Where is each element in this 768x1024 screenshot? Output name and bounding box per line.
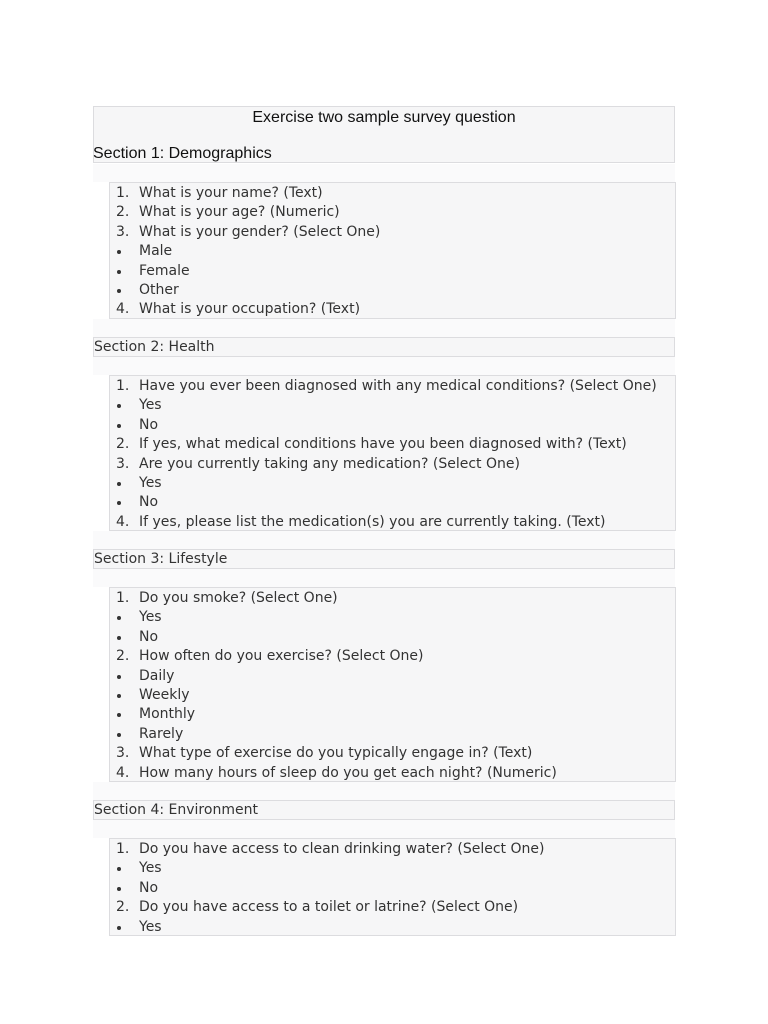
question-list-health bbox=[109, 375, 676, 531]
answer-option bbox=[110, 281, 675, 300]
bullet-icon bbox=[117, 636, 121, 640]
list-number: 1. bbox=[116, 378, 130, 394]
question-text: What is your name? (Text) bbox=[139, 185, 323, 201]
section-heading-demographics: Section 1: Demographics bbox=[93, 145, 272, 162]
answer-option bbox=[110, 859, 675, 878]
answer-option bbox=[110, 725, 675, 744]
bullet-icon bbox=[117, 713, 121, 717]
option-text: Female bbox=[139, 262, 190, 279]
question-item bbox=[110, 435, 675, 454]
list-number: 3. bbox=[116, 745, 130, 762]
answer-option bbox=[110, 493, 675, 512]
section-heading-environment: Section 4: Environment bbox=[93, 800, 675, 820]
option-text: Other bbox=[139, 281, 179, 298]
document-title: Exercise two sample survey question bbox=[252, 109, 516, 126]
answer-option bbox=[110, 705, 675, 724]
bullet-icon bbox=[117, 501, 121, 505]
list-number: 4. bbox=[116, 513, 130, 530]
question-text: Are you currently taking any medication? (Select One) bbox=[139, 455, 520, 472]
question-item bbox=[110, 764, 675, 783]
question-text: What is your occupation? (Text) bbox=[139, 301, 361, 318]
option-text: No bbox=[139, 879, 159, 896]
section-heading-health: Section 2: Health bbox=[93, 337, 675, 357]
question-text: Have you ever been diagnosed with any medical conditions? (Select One) bbox=[139, 378, 657, 394]
option-text: Yes bbox=[139, 918, 162, 935]
list-number: 4. bbox=[116, 764, 130, 781]
spacer bbox=[93, 164, 675, 182]
bullet-icon bbox=[117, 270, 121, 274]
question-list-lifestyle bbox=[109, 587, 676, 782]
title-block bbox=[93, 106, 675, 163]
question-text: How often do you exercise? (Select One) bbox=[139, 648, 424, 665]
question-item bbox=[110, 513, 675, 532]
option-text: Rarely bbox=[139, 725, 184, 742]
list-number: 1. bbox=[116, 590, 130, 606]
list-number: 2. bbox=[116, 204, 130, 221]
bullet-icon bbox=[117, 926, 121, 930]
answer-option bbox=[110, 667, 675, 686]
answer-option bbox=[110, 686, 675, 705]
question-item bbox=[110, 223, 675, 242]
answer-option bbox=[110, 474, 675, 493]
list-number: 4. bbox=[116, 301, 130, 318]
question-item bbox=[110, 840, 675, 859]
answer-option bbox=[110, 879, 675, 898]
list-number: 2. bbox=[116, 436, 130, 453]
spacer bbox=[93, 531, 675, 549]
bullet-icon bbox=[117, 250, 121, 254]
bullet-icon bbox=[117, 424, 121, 428]
question-text: Do you have access to a toilet or latrine? (Select One) bbox=[139, 899, 519, 916]
question-item bbox=[110, 744, 675, 763]
bullet-icon bbox=[117, 733, 121, 737]
list-number: 3. bbox=[116, 223, 130, 240]
list-number: 3. bbox=[116, 455, 130, 472]
section-heading-lifestyle: Section 3: Lifestyle bbox=[93, 549, 675, 569]
question-text: What is your gender? (Select One) bbox=[139, 223, 381, 240]
answer-option bbox=[110, 396, 675, 415]
answer-option bbox=[110, 242, 675, 261]
option-text: Yes bbox=[139, 397, 162, 414]
bullet-icon bbox=[117, 675, 121, 679]
question-list-demographics bbox=[109, 182, 676, 319]
option-text: Monthly bbox=[139, 706, 196, 723]
option-text: Yes bbox=[139, 474, 162, 491]
question-text: If yes, what medical conditions have you been diagnosed with? (Text) bbox=[139, 436, 627, 453]
bullet-icon bbox=[117, 694, 121, 698]
bullet-icon bbox=[117, 482, 121, 486]
option-text: Male bbox=[139, 243, 173, 260]
question-item bbox=[110, 300, 675, 319]
question-text: What type of exercise do you typically engage in? (Text) bbox=[139, 745, 533, 762]
option-text: No bbox=[139, 628, 159, 645]
list-number: 2. bbox=[116, 899, 130, 916]
question-item bbox=[110, 184, 675, 203]
bullet-icon bbox=[117, 887, 121, 891]
spacer bbox=[93, 569, 675, 587]
answer-option bbox=[110, 416, 675, 435]
bullet-icon bbox=[117, 616, 121, 620]
spacer bbox=[93, 357, 675, 375]
question-text: Do you have access to clean drinking water? (Select One) bbox=[139, 841, 545, 857]
option-text: Weekly bbox=[139, 686, 190, 703]
question-text: How many hours of sleep do you get each night? (Numeric) bbox=[139, 764, 557, 781]
question-text: If yes, please list the medication(s) you are currently taking. (Text) bbox=[139, 513, 606, 530]
question-text: What is your age? (Numeric) bbox=[139, 204, 340, 221]
answer-option bbox=[110, 608, 675, 627]
question-item bbox=[110, 898, 675, 917]
spacer bbox=[93, 820, 675, 838]
question-text: Do you smoke? (Select One) bbox=[139, 590, 338, 606]
option-text: Daily bbox=[139, 667, 175, 684]
answer-option bbox=[110, 262, 675, 281]
answer-option bbox=[110, 628, 675, 647]
list-number: 1. bbox=[116, 841, 130, 857]
answer-option bbox=[110, 918, 675, 937]
bullet-icon bbox=[117, 289, 121, 293]
question-list-environment bbox=[109, 838, 676, 936]
question-item bbox=[110, 647, 675, 666]
list-number: 2. bbox=[116, 648, 130, 665]
bullet-icon bbox=[117, 867, 121, 871]
question-item bbox=[110, 455, 675, 474]
question-item bbox=[110, 203, 675, 222]
list-number: 1. bbox=[116, 185, 130, 201]
option-text: Yes bbox=[139, 609, 162, 626]
question-item bbox=[110, 589, 675, 608]
question-item bbox=[110, 377, 675, 396]
option-text: No bbox=[139, 416, 159, 433]
spacer bbox=[93, 782, 675, 800]
bullet-icon bbox=[117, 404, 121, 408]
option-text: No bbox=[139, 494, 159, 511]
option-text: Yes bbox=[139, 860, 162, 877]
spacer bbox=[93, 319, 675, 337]
